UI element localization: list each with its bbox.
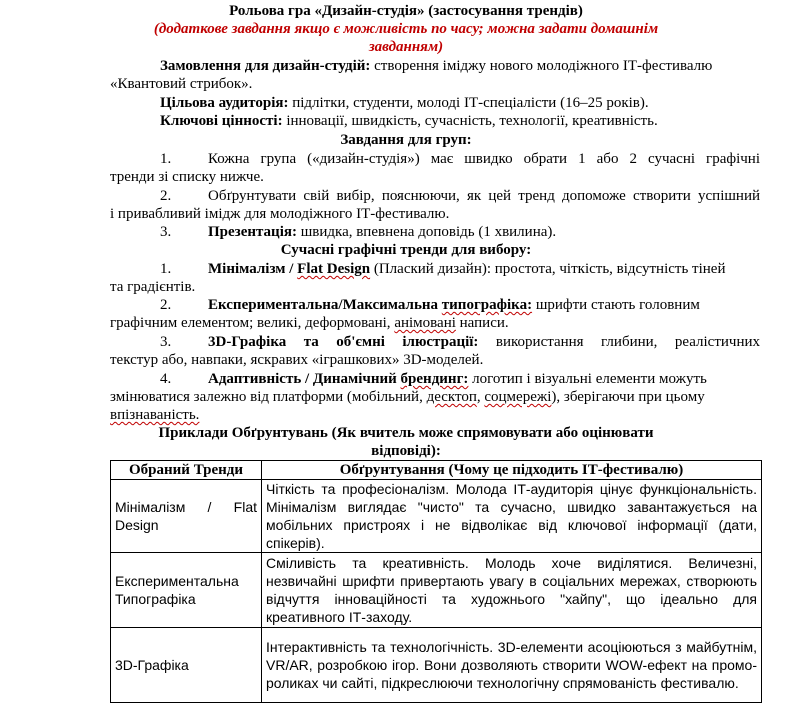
task-text-2: Обґрунтувати свій вибір, пояснюючи, як цей тренд допоможе створити успішний	[208, 188, 760, 204]
table-header-trend: Обраний Тренди	[111, 461, 262, 480]
trend-text-4-part-a: змінюватися залежно від платформи (мобільний,	[110, 389, 427, 405]
trend-label-3: 3D-Графіка та об'ємні ілюстрації:	[208, 334, 479, 350]
table-cell-trend: Мінімалізм / Flat Design	[111, 480, 262, 553]
examples-table	[110, 460, 762, 703]
trend-label-4a: Адаптивність / Динамічний	[208, 371, 401, 387]
trend-text-4: логотип і візуальні елементи можуть	[468, 371, 707, 387]
trend-label-2a: Експериментальна/Максимальна	[208, 297, 442, 313]
examples-heading-line-2: відповіді):	[371, 443, 441, 459]
table-row	[111, 628, 762, 703]
trend-text-1-line-2: та градієнтів.	[110, 279, 196, 295]
audience-text: підлітки, студенти, молоді ІТ-спеціалісти (16–25 років).	[288, 95, 649, 111]
task-item-2	[160, 187, 760, 205]
table-header-reason: Обґрунтування (Чому це підходить ІТ-фестивалю)	[262, 461, 762, 480]
order-text: створення іміджу нового молодіжного ІТ-фестивалю	[370, 58, 713, 74]
trend-text-4-part-e: ), зберігаючи при цьому	[551, 389, 705, 405]
task-text-1-line-2: тренди зі списку нижче.	[110, 169, 264, 185]
table-cell-reason: Чіткість та професіоналізм. Молода ІТ-аудиторія цінує функціональність. Мінімалізм виглядає "чисто" та сучасно, швидко завантажується на мобільних пристроях і не відволікає від ключової інформації (дати, спікерів).	[262, 480, 762, 553]
trend-text-2-line-2	[110, 314, 509, 332]
trend-text-4-part-d: соцмережі	[484, 389, 552, 405]
task-number-2: 2.	[160, 188, 172, 204]
examples-heading-line-1: Приклади Обґрунтувань (Як вчитель може спрямовувати або оцінювати	[158, 425, 654, 441]
values-label: Ключові цінності:	[160, 113, 283, 129]
table-row	[111, 480, 762, 553]
trend-text-4-part-c: ,	[476, 389, 485, 405]
task-text-1: Кожна група («дизайн-студія») має швидко обрати 1 або 2 сучасні графічні	[208, 151, 760, 167]
trend-number-2: 2.	[160, 297, 172, 313]
trend-text-4-part-f: впізнаваність.	[110, 407, 200, 423]
order-label: Замовлення для дизайн-студій:	[160, 58, 371, 74]
task-item-1	[160, 150, 760, 168]
trend-label-4b: брендинг:	[400, 371, 469, 387]
trend-item-4	[160, 370, 760, 388]
trend-text-4-line-2	[110, 388, 705, 406]
subtitle-line-1: (додаткове завдання якщо є можливість по часу; можна задати домашнім	[153, 21, 659, 37]
trend-item-3	[160, 333, 760, 351]
table-cell-reason: Інтерактивність та технологічність. 3D-елементи асоціюються з майбутнім, VR/AR, розробкою ігор. Вони дозволяють створити WOW-ефект на промо-роликах чи сайті, підкреслюючи технологічну спрямованість фестивалю.	[262, 628, 762, 703]
task-number-3: 3.	[160, 224, 172, 240]
table-row	[111, 553, 762, 628]
trend-number-4: 4.	[160, 371, 172, 387]
audience-label: Цільова аудиторія:	[160, 95, 289, 111]
table-cell-reason: Сміливість та креативність. Молодь хоче виділятися. Величезні, незвичайні шрифти привертають увагу в соціальних мережах, створюють відчуття інноваційності та художнього "хайпу", що ідеально для креативного ІТ-заходу.	[262, 553, 762, 628]
task-text-2-line-2: і привабливий імідж для молодіжного ІТ-фестивалю.	[110, 206, 450, 222]
trend-text-1: (Плаский дизайн): простота, чіткість, відсутність тіней	[370, 261, 726, 277]
trend-number-1: 1.	[160, 261, 172, 277]
table-cell-trend: 3D-Графіка	[111, 628, 262, 703]
trend-text-4-line-3	[110, 406, 199, 424]
table-header-row	[111, 461, 762, 480]
subtitle-line-2: завданням)	[368, 39, 444, 55]
trend-text-2-part-a: графічним елементом; великі, деформовані,	[110, 315, 395, 331]
order-text-line-2: «Квантовий стрибок».	[110, 76, 253, 92]
trend-label-1b: Flat Design	[297, 261, 371, 277]
task-label-3: Презентація:	[208, 224, 297, 240]
trend-text-2-part-b: анімовані	[394, 315, 456, 331]
order-paragraph	[160, 57, 760, 75]
document-title: Рольова гра «Дизайн-студія» (застосування трендів)	[229, 3, 583, 19]
task-text-3: швидка, впевнена доповідь (1 хвилина).	[296, 224, 557, 240]
trend-text-4-part-b: десктоп	[426, 389, 477, 405]
task-item-3	[160, 223, 556, 241]
trend-number-3: 3.	[160, 334, 172, 350]
values-text: інновації, швидкість, сучасність, технології, креативність.	[282, 113, 658, 129]
trend-label-1a: Мінімалізм /	[208, 261, 298, 277]
trend-item-1	[160, 260, 760, 278]
audience-paragraph	[160, 94, 649, 112]
values-paragraph	[160, 112, 658, 130]
trend-text-3: використання глибини, реалістичних	[478, 334, 760, 350]
trend-text-2: шрифти стають головним	[532, 297, 700, 313]
task-number-1: 1.	[160, 151, 172, 167]
trend-text-3-line-2: текстур або, навпаки, яскравих «іграшкових» 3D-моделей.	[110, 352, 484, 368]
table-cell-trend: Експериментальна Типографіка	[111, 553, 262, 628]
tasks-heading: Завдання для груп:	[340, 132, 472, 148]
trend-label-2b: типографіка:	[441, 297, 533, 313]
trends-heading: Сучасні графічні тренди для вибору:	[280, 242, 532, 258]
trend-item-2	[160, 296, 760, 314]
trend-text-2-part-c: написи.	[455, 315, 509, 331]
